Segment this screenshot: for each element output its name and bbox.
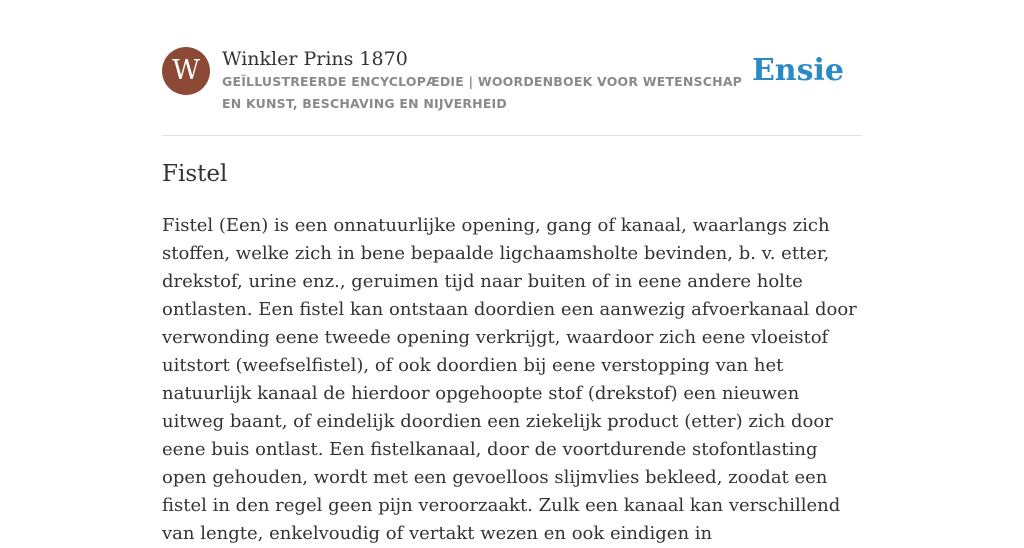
- source-title[interactable]: Winkler Prins 1870: [222, 48, 408, 70]
- header-divider: [162, 135, 862, 136]
- source-avatar[interactable]: W: [162, 47, 210, 95]
- ensie-logo[interactable]: Ensie: [751, 53, 844, 88]
- source-header: [162, 47, 862, 117]
- article-title: Fistel: [162, 161, 228, 187]
- article-body: Fistel (Een) is een onnatuurlijke opening, gang of kanaal, waarlangs zich stoffen, welke zich in bene bepaalde ligchaamsholte bevinden, b. v. etter, drekstof, urine enz., geruimen tijd naar buiten of in eene andere holte ontlasten. Een fistel kan ontstaan doordien een aanwezig afvoerkanaal door verwonding eene tweede opening verkrijgt, waardoor zich eene vloeistof uitstort (weefselfistel), of ook doordien bij eene verstopping van het natuurlijk kanaal de hierdoor opgehoopte stof (drekstof) een nieuwen uitweg baant, of eindelijk doordien een ziekelijk product (etter) zich door eene buis ontlast. Een fistelkanaal, door de voortdurende stofontlasting open gehouden, wordt met een gevoelloos slijmvlies bekleed, zoodat een fistel in den regel geen pijn veroorzaakt. Zulk een kanaal kan verschillend van lengte, enkelvoudig of vertakt wezen en ook eindigen in: [162, 215, 857, 544]
- source-subtitle: GEÏLLUSTREERDE ENCYCLOPÆDIE | WOORDENBOEK VOOR WETENSCHAP EN KUNST, BESCHAVING EN NIJVERHEID: [222, 74, 743, 111]
